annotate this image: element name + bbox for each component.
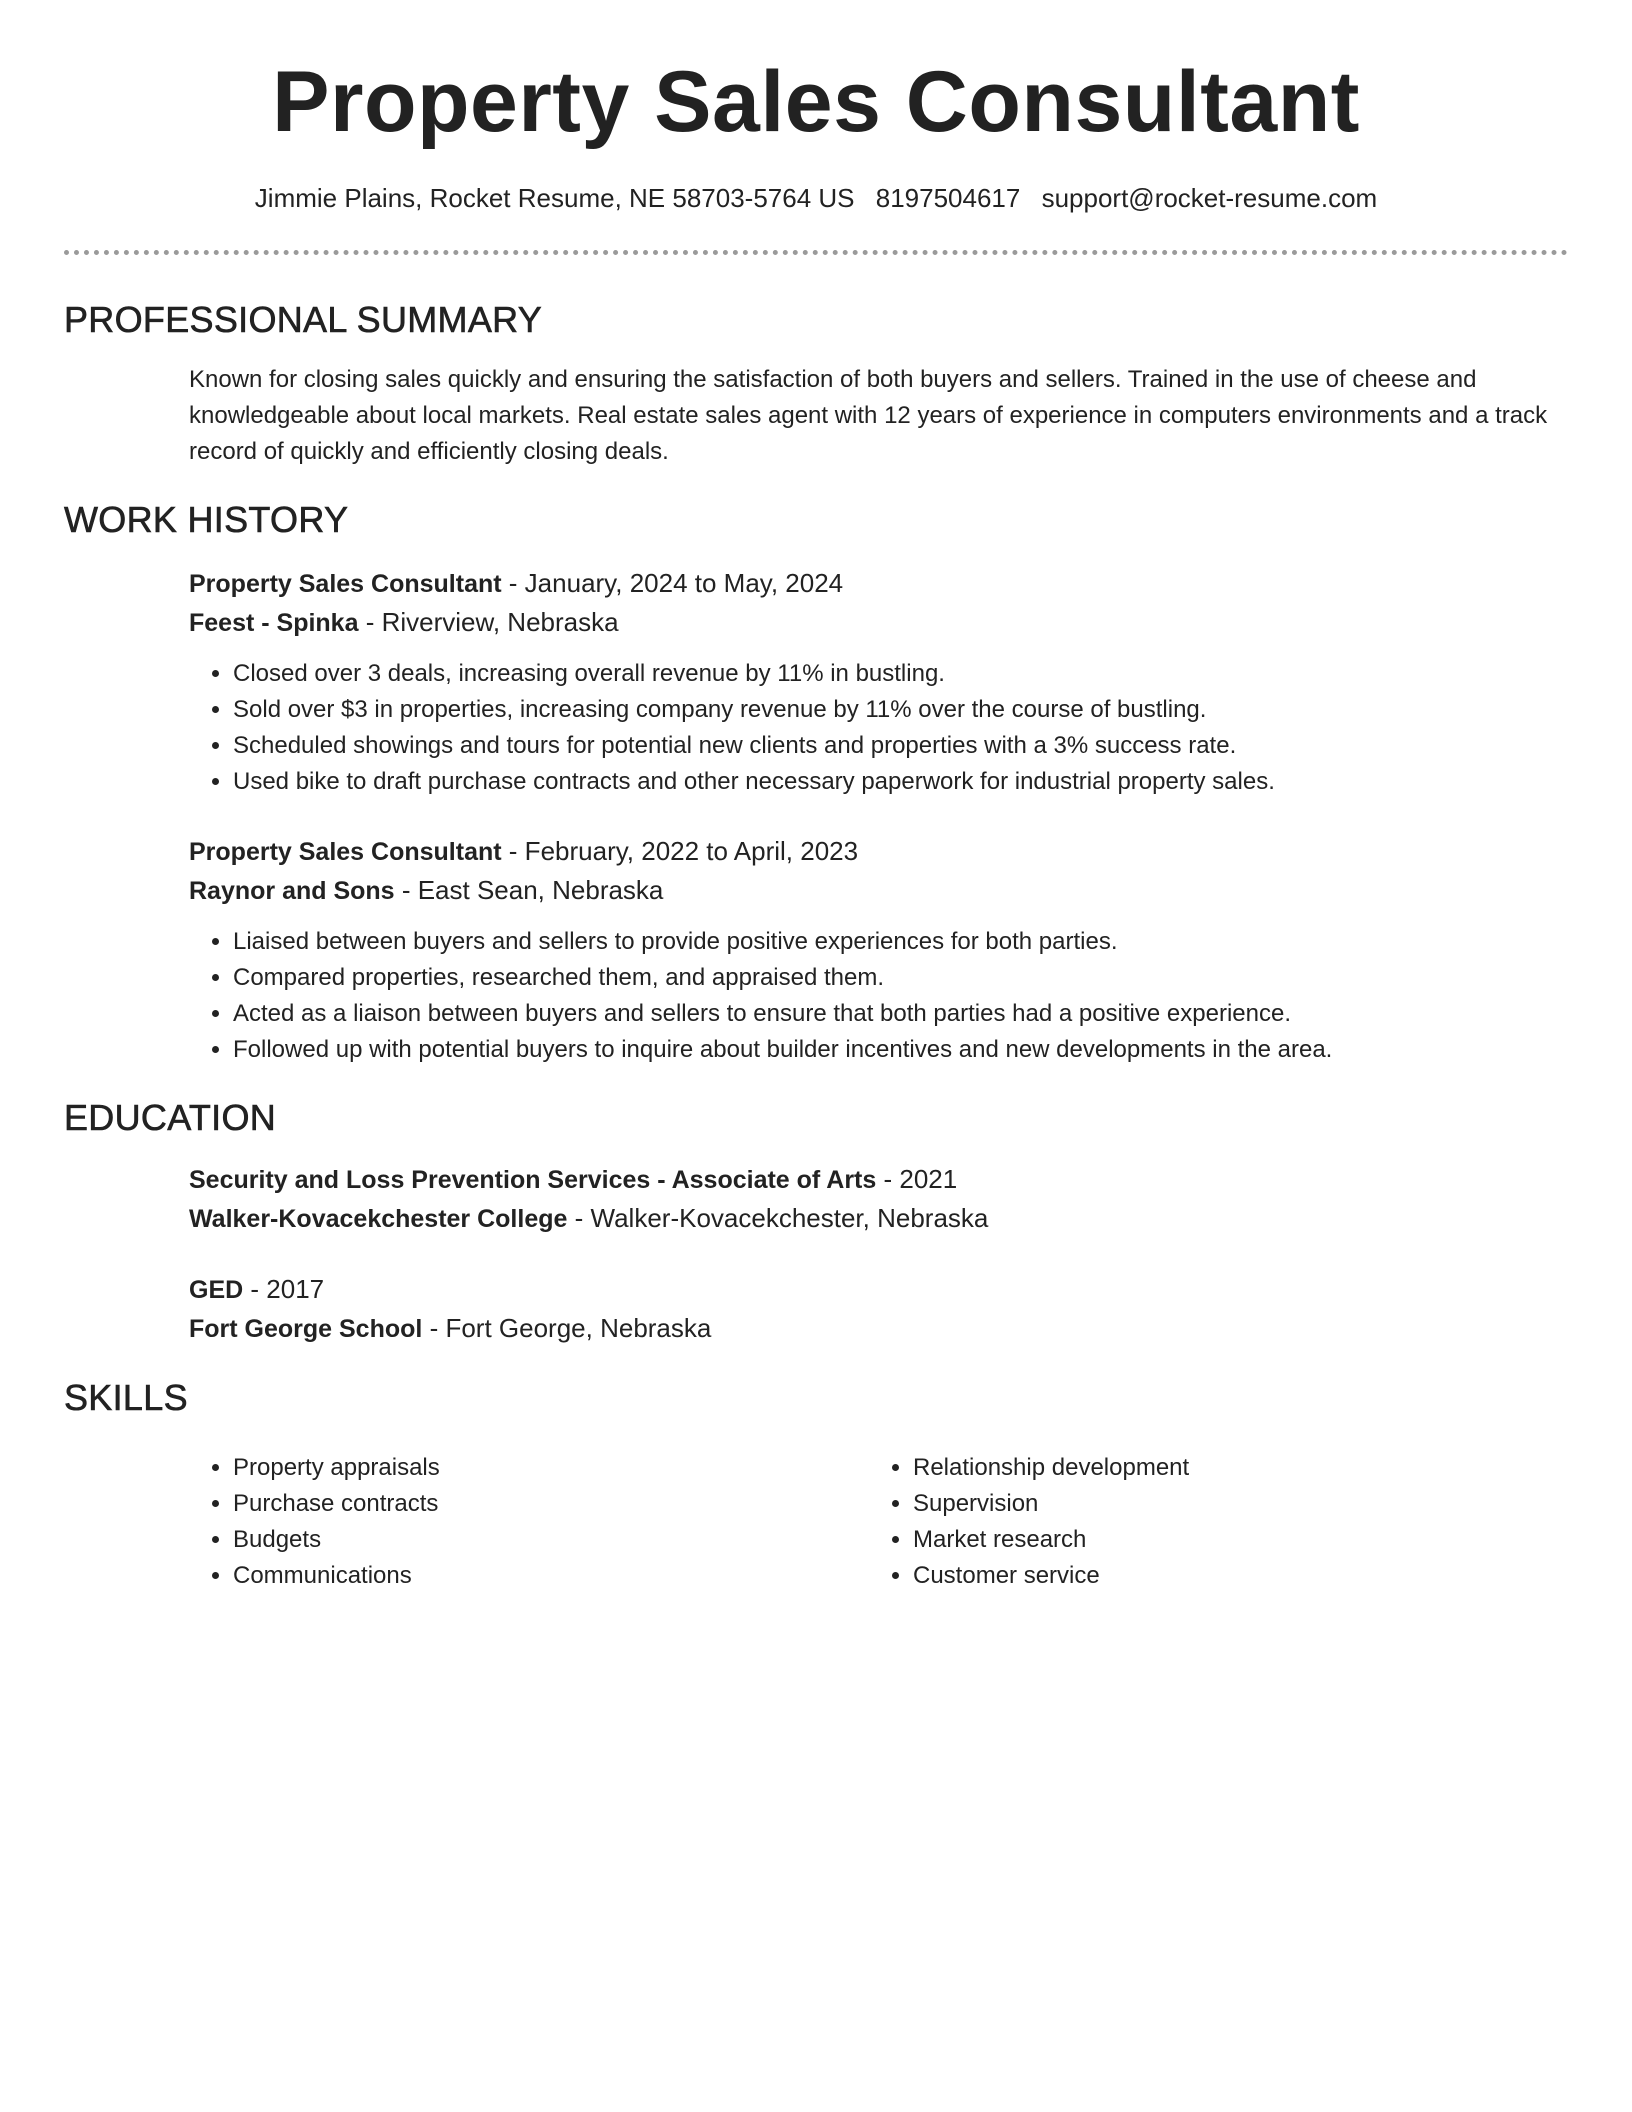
job-entry <box>189 564 1549 800</box>
job-title-line <box>189 832 1549 871</box>
job-bullets <box>189 924 1549 1068</box>
job-bullet: • Acted as a liaison between buyers and sellers to ensure that both parties had a positive experience. <box>233 996 1549 1032</box>
skill-item: • Supervision <box>913 1486 1189 1522</box>
job-bullet: • Sold over $3 in properties, increasing company revenue by 11% over the course of bustling. <box>233 692 1549 728</box>
skill-item: • Purchase contracts <box>233 1486 440 1522</box>
education-degree-line <box>189 1270 1549 1309</box>
skill-item: • Relationship development <box>913 1450 1189 1486</box>
job-title: Property Sales Consultant <box>189 570 502 598</box>
skills-column-left <box>189 1450 440 1594</box>
education-degree-line <box>189 1160 1549 1199</box>
education-degree: GED <box>189 1276 244 1304</box>
job-company-line <box>189 603 1549 642</box>
job-entry <box>189 832 1549 1068</box>
job-dates: - February, 2022 to April, 2023 <box>501 836 859 866</box>
education-school-line <box>189 1199 1549 1238</box>
job-title-line <box>189 564 1549 603</box>
education-entry <box>189 1270 1549 1348</box>
job-location: - Riverview, Nebraska <box>358 607 619 637</box>
work-history-heading: WORK HISTORY <box>64 499 349 540</box>
education-location: - Fort George, Nebraska <box>422 1313 712 1343</box>
header-divider <box>64 250 1568 255</box>
job-bullet: • Closed over 3 deals, increasing overall revenue by 11% in bustling. <box>233 656 1549 692</box>
education-year: - 2017 <box>243 1274 325 1304</box>
education-degree: Security and Loss Prevention Services - Associate of Arts <box>189 1166 877 1194</box>
job-bullet: • Liaised between buyers and sellers to provide positive experiences for both parties. <box>233 924 1549 960</box>
resume-title: Property Sales Consultant <box>272 54 1360 150</box>
summary-heading: PROFESSIONAL SUMMARY <box>64 299 543 340</box>
contact-email: support@rocket-resume.com <box>1041 183 1378 213</box>
job-company: Raynor and Sons <box>189 877 395 905</box>
job-company-line <box>189 871 1549 910</box>
job-company: Feest - Spinka <box>189 609 359 637</box>
education-school: Walker-Kovacekchester College <box>189 1205 568 1233</box>
education-location: - Walker-Kovacekchester, Nebraska <box>567 1203 989 1233</box>
job-location: - East Sean, Nebraska <box>394 875 664 905</box>
education-school-line <box>189 1309 1549 1348</box>
skill-item: • Property appraisals <box>233 1450 440 1486</box>
job-dates: - January, 2024 to May, 2024 <box>501 568 844 598</box>
contact-line <box>0 180 1632 216</box>
job-bullet: • Used bike to draft purchase contracts and other necessary paperwork for industrial property sales. <box>233 764 1549 800</box>
job-bullet: • Followed up with potential buyers to inquire about builder incentives and new developments in the area. <box>233 1032 1549 1068</box>
contact-address: Jimmie Plains, Rocket Resume, NE 58703-5764 US <box>254 183 855 213</box>
skill-item: • Budgets <box>233 1522 440 1558</box>
education-entry <box>189 1160 1549 1238</box>
summary-text: Known for closing sales quickly and ensuring the satisfaction of both buyers and sellers. Trained in the use of cheese and knowledgeable about local markets. Real estate sales agent with 12 years of experience in computers environments and a track record of quickly and efficiently closing deals. <box>189 366 1548 465</box>
job-title: Property Sales Consultant <box>189 838 502 866</box>
summary-section <box>189 362 1549 470</box>
skill-item: • Customer service <box>913 1558 1189 1594</box>
job-bullets <box>189 656 1549 800</box>
skills-column-right <box>869 1450 1189 1594</box>
skills-heading: SKILLS <box>64 1377 188 1418</box>
education-school: Fort George School <box>189 1315 423 1343</box>
contact-phone: 8197504617 <box>875 183 1021 213</box>
skill-item: • Communications <box>233 1558 440 1594</box>
education-year: - 2021 <box>876 1164 958 1194</box>
skill-item: • Market research <box>913 1522 1189 1558</box>
job-bullet: • Compared properties, researched them, and appraised them. <box>233 960 1549 996</box>
education-heading: EDUCATION <box>64 1097 277 1138</box>
job-bullet: • Scheduled showings and tours for potential new clients and properties with a 3% success rate. <box>233 728 1549 764</box>
